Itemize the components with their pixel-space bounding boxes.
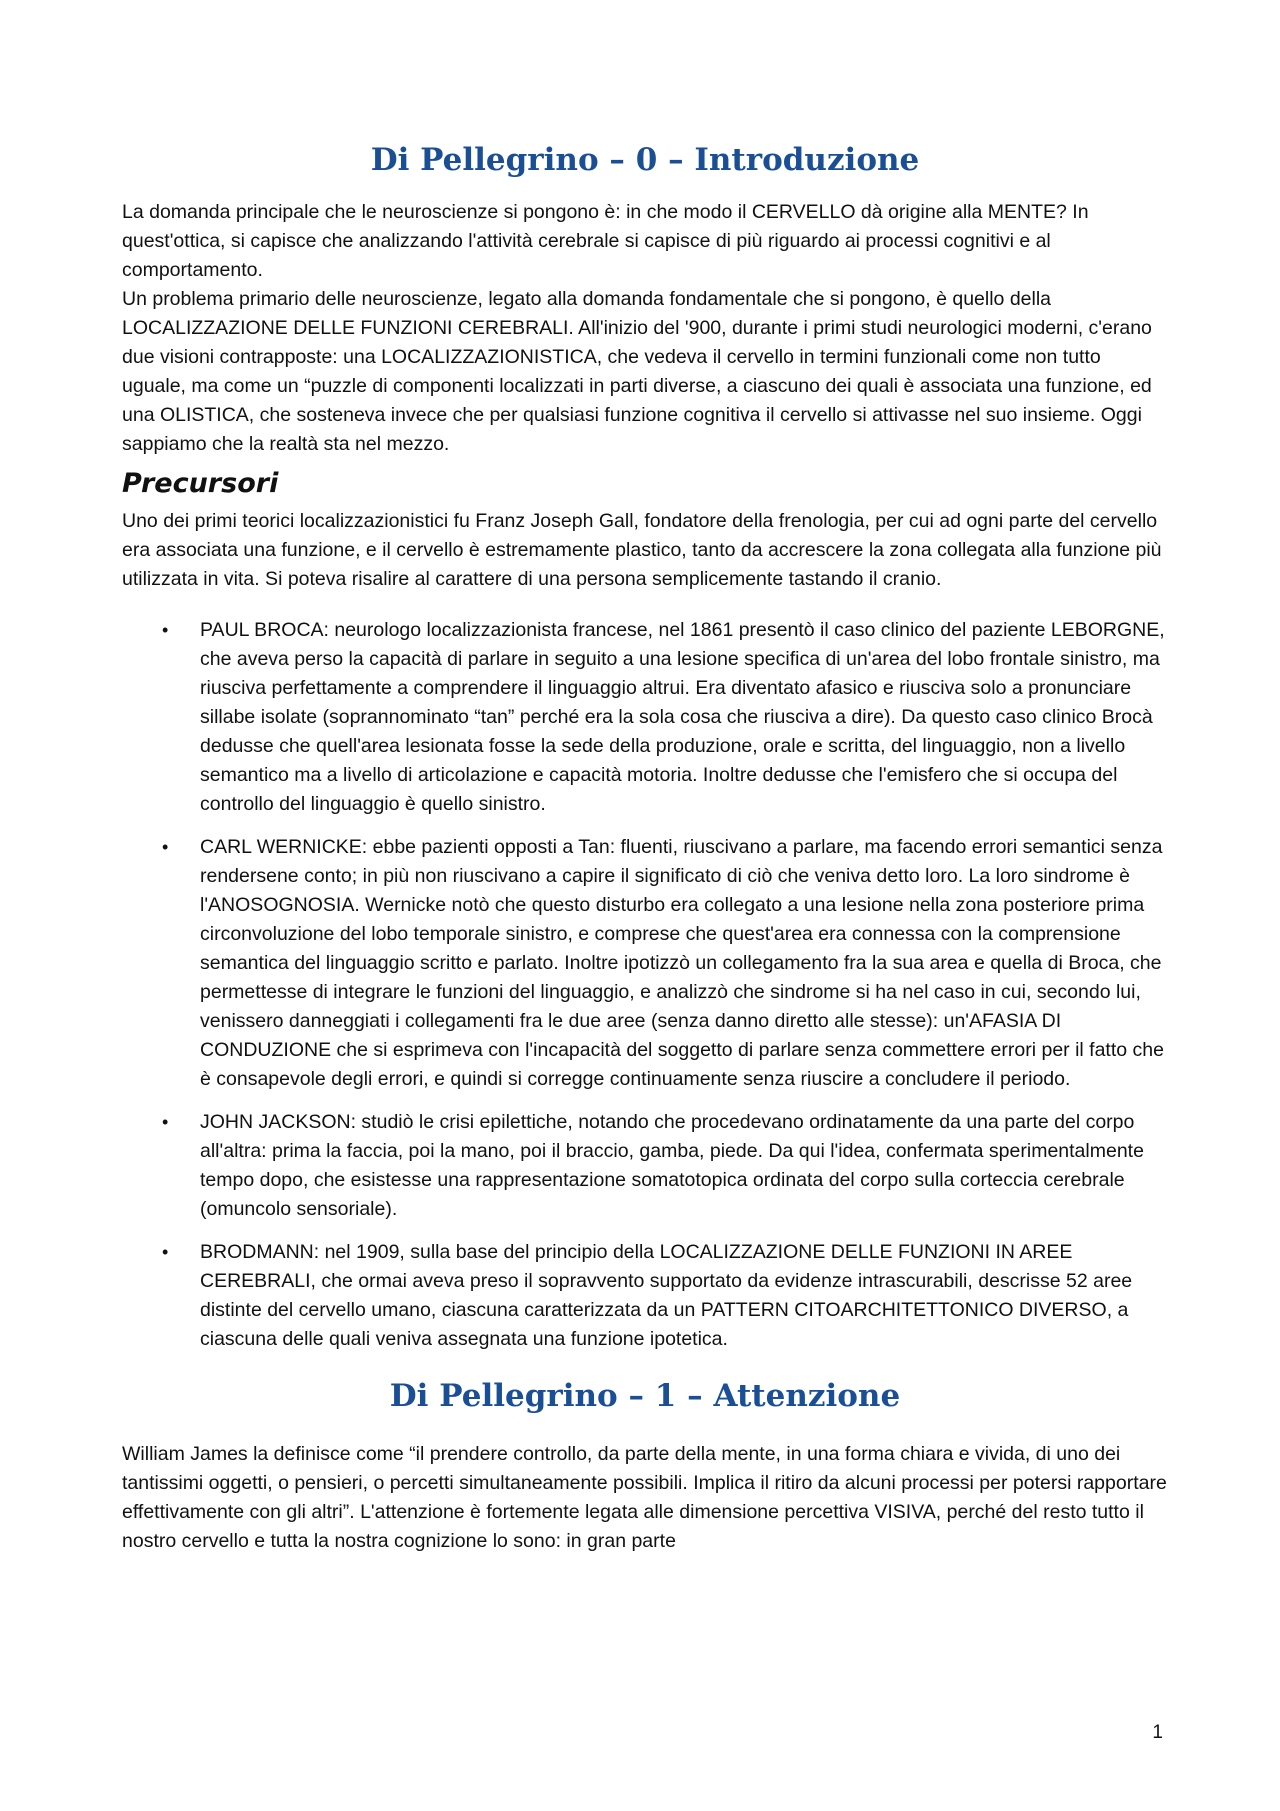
list-item-text: BRODMANN: nel 1909, sulla base del principio della LOCALIZZAZIONE DELLE FUNZIONI IN AREE CEREBRALI, che ormai aveva preso il sopravvento supportato da evidenze intrascurabili, descrisse 52 aree distinte del cervello umano, ciascuna caratterizzata da un PATTERN CITOARCHITETTONICO DIVERSO, a ciascuna delle quali veniva assegnata una funzione ipotetica. <box>200 1241 1133 1350</box>
list-item-brodmann <box>122 1238 1168 1354</box>
bullet-icon: • <box>162 837 169 857</box>
list-item-wernicke <box>122 833 1168 1094</box>
page-content <box>122 140 1168 1556</box>
bullet-icon: • <box>162 1242 169 1262</box>
bullet-icon: • <box>162 620 169 640</box>
attenzione-paragraph: William James la definisce come “il prendere controllo, da parte della mente, in una forma chiara e vivida, di uno dei tantissimi oggetti, o pensieri, o percetti simultaneamente possibili. Implica il ritiro da alcuni processi per potersi rapportare effettivamente con gli altri”. L'attenzione è fortemente legata alle dimensione percettiva VISIVA, perché del resto tutto il nostro cervello e tutta la nostra cognizione lo sono: in gran parte <box>122 1443 1167 1552</box>
list-item-text: PAUL BROCA: neurologo localizzazionista francese, nel 1861 presentò il caso clinico del paziente LEBORGNE, che aveva perso la capacità di parlare in seguito a una lesione specifica di un'area del lobo frontale sinistro, ma riusciva perfettamente a comprendere il linguaggio altrui. Era diventato afasico e riusciva solo a pronunciare sillabe isolate (soprannominato “tan” perché era la sola cosa che riusciva a dire). Da questo caso clinico Brocà dedusse che quell'area lesionata fosse la sede della produzione, orale e scritta, del linguaggio, non a livello semantico ma a livello di articolazione e capacità motoria. Inoltre dedusse che l'emisfero che si occupa del controllo del linguaggio è quello sinistro. <box>200 619 1165 815</box>
precursori-list <box>122 616 1168 1354</box>
intro-paragraph-2: Un problema primario delle neuroscienze, legato alla domanda fondamentale che si pongono, è quello della LOCALIZZAZIONE DELLE FUNZIONI CEREBRALI. All'inizio del '900, durante i primi studi neurologici moderni, c'erano due visioni contrapposte: una LOCALIZZAZIONISTICA, che vedeva il cervello in termini funzionali come non tutto uguale, ma come un “puzzle di componenti localizzati in parti diverse, a ciascuno dei quali è associata una funzione, ed una OLISTICA, che sosteneva invece che per qualsiasi funzione cognitiva il cervello si attivasse nel suo insieme. Oggi sappiamo che la realtà sta nel mezzo. <box>122 288 1152 455</box>
list-item-text: CARL WERNICKE: ebbe pazienti opposti a Tan: fluenti, riuscivano a parlare, ma facendo errori semantici senza rendersene conto; in più non riuscivano a capire il significato di ciò che veniva detto loro. La loro sindrome è l'ANOSOGNOSIA. Wernicke notò che questo disturbo era collegato a una lesione nella zona posteriore prima circonvoluzione del lobo temporale sinistro, e comprese che quest'area era connessa con la comprensione semantica del linguaggio scritto e parlato. Inoltre ipotizzò un collegamento fra la sua area e quella di Broca, che permettesse di integrare le funzioni del linguaggio, e analizzò che sindrome si ha nel caso in cui, secondo lui, venissero danneggiati i collegamenti fra le due aree (senza danno diretto alle stesse): un'AFASIA DI CONDUZIONE che si esprimeva con l'incapacità del soggetto di parlare senza commettere errori per il fatto che è consapevole degli errori, e quindi si corregge continuamente senza riuscire a concludere il periodo. <box>200 836 1164 1090</box>
intro-paragraph-1: La domanda principale che le neuroscienze si pongono è: in che modo il CERVELLO dà origine alla MENTE? In quest'ottica, si capisce che analizzando l'attività cerebrale si capisce di più riguardo ai processi cognitivi e al comportamento. <box>122 201 1089 281</box>
page-number: 1 <box>1152 1722 1163 1743</box>
list-item-broca <box>122 616 1168 819</box>
bullet-icon: • <box>162 1112 169 1132</box>
precursori-paragraph: Uno dei primi teorici localizzazionistici fu Franz Joseph Gall, fondatore della frenologia, per cui ad ogni parte del cervello era associata una funzione, e il cervello è estremamente plastico, tanto da accrescere la zona collegata alla funzione più utilizzata in vita. Si poteva risalire al carattere di una persona semplicemente tastando il cranio. <box>122 510 1162 590</box>
subsection-title-precursori: Precursori <box>122 468 279 499</box>
section-title-attenzione: Di Pellegrino – 1 – Attenzione <box>389 1378 901 1414</box>
list-item-text: JOHN JACKSON: studiò le crisi epilettiche, notando che procedevano ordinatamente da una parte del corpo all'altra: prima la faccia, poi la mano, poi il braccio, gamba, piede. Da qui l'idea, confermata sperimentalmente tempo dopo, che esistesse una rappresentazione somatotopica ordinata del corpo sulla corteccia cerebrale (omuncolo sensoriale). <box>200 1111 1144 1220</box>
section-title-introduzione: Di Pellegrino – 0 – Introduzione <box>370 142 920 178</box>
list-item-jackson <box>122 1108 1168 1224</box>
